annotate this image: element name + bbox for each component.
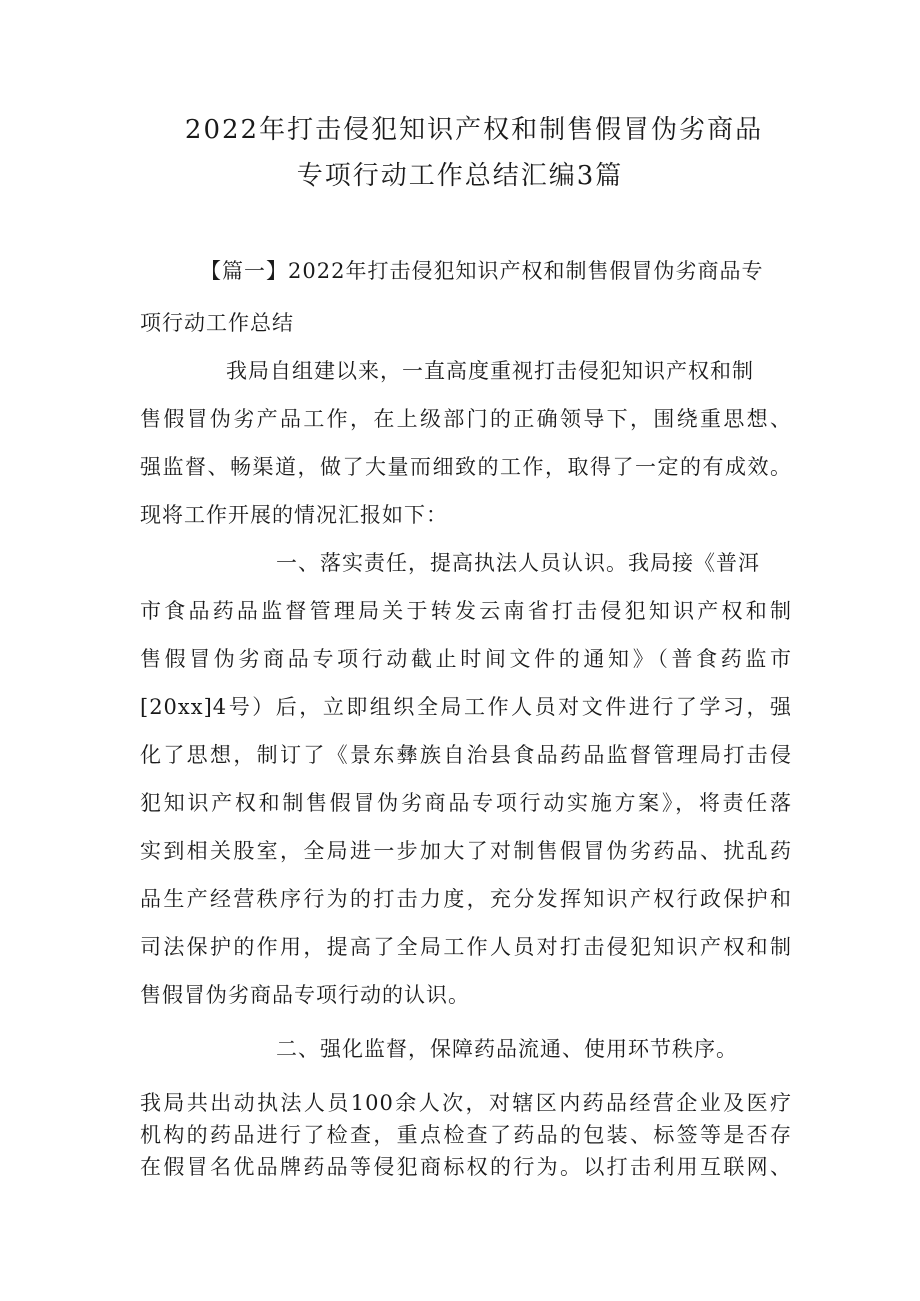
part1-paragraph-line: 售假冒伪劣商品专项行动的认识。 [140,983,470,1007]
document-title-line-1: 2022年打击侵犯知识产权和制售假冒伪劣商品 [184,115,764,145]
part2-paragraph-line: 我局共出动执法人员100余人次，对辖区内药品经营企业及医疗 [140,1091,792,1115]
intro-paragraph-line: 现将工作开展的情况汇报如下： [140,503,448,527]
part1-paragraph-line: 犯知识产权和制售假冒伪劣商品专项行动实施方案》，将责任落 [140,791,792,815]
intro-paragraph-line: 强监督、畅渠道，做了大量而细致的工作，取得了一定的有成效。 [140,455,792,479]
document-title-line-2: 专项行动工作总结汇编3篇 [296,161,624,191]
part1-paragraph-line: 化了思想，制订了《景东彝族自治县食品药品监督管理局打击侵 [140,743,792,767]
part1-paragraph-line: [20xx]4号）后，立即组织全局工作人员对文件进行了学习，强 [140,695,792,719]
intro-paragraph-line: 我局自组建以来，一直高度重视打击侵犯知识产权和制 [226,359,754,383]
part1-paragraph-line: 品生产经营秩序行为的打击力度，充分发挥知识产权行政保护和 [140,887,792,911]
intro-paragraph-line: 售假冒伪劣产品工作，在上级部门的正确领导下，围绕重思想、 [140,407,792,431]
part1-paragraph-line: 实到相关股室，全局进一步加大了对制售假冒伪劣药品、扰乱药 [140,839,792,863]
part2-heading: 二、强化监督，保障药品流通、使用环节秩序。 [276,1037,738,1061]
part1-paragraph-line: 售假冒伪劣商品专项行动截止时间文件的通知》（普食药监市 [140,647,792,671]
part2-paragraph-line: 机构的药品进行了检查，重点检查了药品的包装、标签等是否存 [140,1123,792,1147]
section-heading-line-1: 【篇一】2022年打击侵犯知识产权和制售假冒伪劣商品专 [200,259,764,283]
section-heading-line-2: 项行动工作总结 [140,311,294,335]
part1-paragraph-line: 一、落实责任，提高执法人员认识。我局接《普洱 [276,551,760,575]
part1-paragraph-line: 司法保护的作用，提高了全局工作人员对打击侵犯知识产权和制 [140,935,792,959]
part1-paragraph-line: 市食品药品监督管理局关于转发云南省打击侵犯知识产权和制 [140,599,792,623]
part2-paragraph-line: 在假冒名优品牌药品等侵犯商标权的行为。以打击利用互联网、 [140,1155,792,1179]
